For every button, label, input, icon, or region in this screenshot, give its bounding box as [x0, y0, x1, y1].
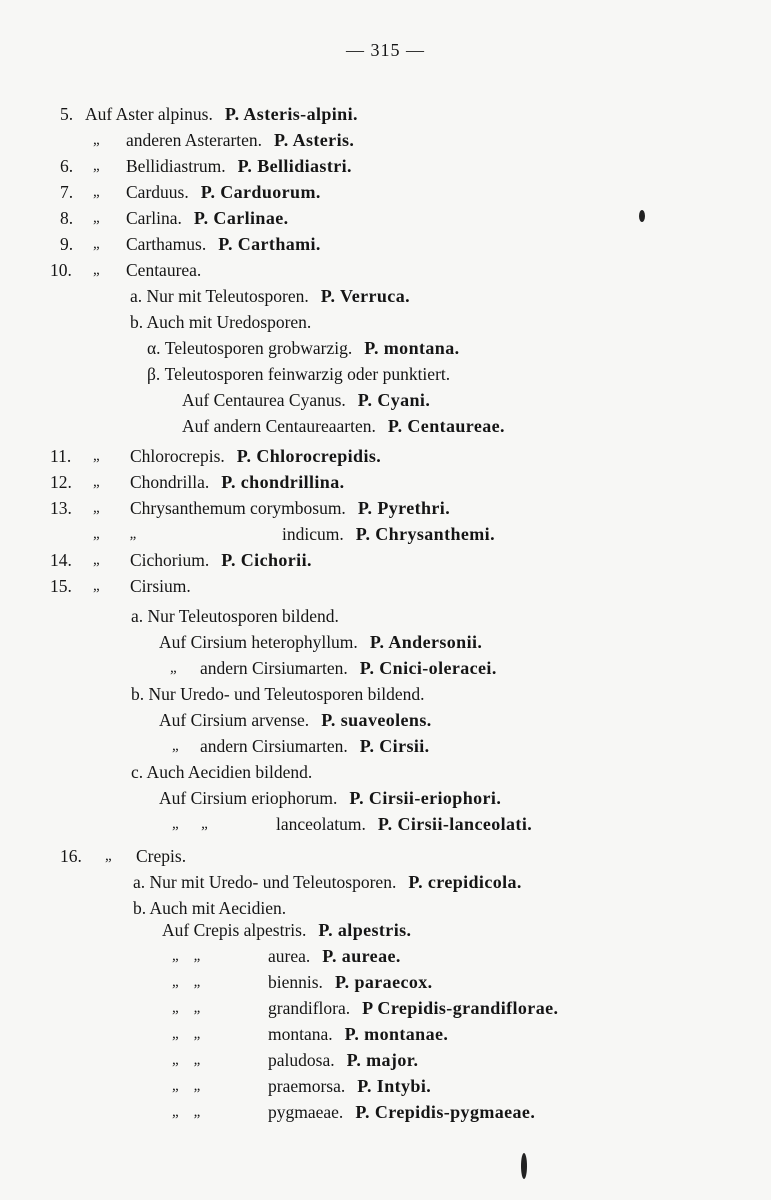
entry-number: 16.	[60, 846, 82, 866]
host-plant: Bellidiastrum.	[126, 156, 226, 176]
host-plant: β. Teleutosporen feinwarzig oder punktiert.	[147, 364, 451, 384]
ditto-mark: „ „	[172, 1026, 201, 1042]
ditto-mark: „	[105, 848, 112, 864]
species-name: P. aureae.	[322, 946, 401, 966]
entry-text	[182, 413, 505, 439]
ditto-mark: „ „	[93, 526, 137, 542]
entry-text	[159, 629, 482, 655]
host-plant: andern Cirsiumarten.	[200, 658, 348, 678]
host-plant: Centaurea.	[126, 260, 202, 280]
entry-text	[200, 655, 497, 681]
entry-line	[0, 995, 771, 1021]
host-plant: Cichorium.	[130, 550, 210, 570]
species-name: P. Cyani.	[357, 390, 431, 410]
entry-line	[0, 443, 771, 469]
species-name: P. Cnici-oleracei.	[359, 658, 497, 678]
species-name: P. chondrillina.	[221, 472, 345, 492]
species-name: P. Cichorii.	[221, 550, 312, 570]
ditto-mark: „ „	[172, 1000, 201, 1016]
entry-text	[131, 681, 424, 707]
entry-number: 13.	[50, 498, 72, 518]
host-plant: praemorsa.	[268, 1076, 346, 1096]
entry-line	[0, 917, 771, 943]
entry-number: 12.	[50, 472, 72, 492]
ditto-mark: „ „	[172, 974, 201, 990]
entry-text	[126, 127, 354, 153]
host-plant: Auf Aster alpinus.	[85, 104, 213, 124]
entry-line	[0, 655, 771, 681]
host-plant: Auf andern Centaureaarten.	[182, 416, 376, 436]
host-plant: a. Nur mit Uredo- und Teleutosporen.	[133, 872, 397, 892]
entry-line	[0, 1047, 771, 1073]
host-plant: lanceolatum.	[276, 814, 366, 834]
species-name: P. Centaureae.	[387, 416, 505, 436]
host-plant: b. Nur Uredo- und Teleutosporen bildend.	[131, 684, 425, 704]
ditto-mark: „	[93, 552, 100, 568]
host-plant: Carduus.	[126, 182, 189, 202]
host-plant: indicum.	[282, 524, 344, 544]
species-name: P. Cirsii-lanceolati.	[377, 814, 533, 834]
host-plant: Auf Cirsium heterophyllum.	[159, 632, 358, 652]
entry-line	[0, 811, 771, 837]
entry-line	[0, 361, 771, 387]
entry-line	[0, 759, 771, 785]
entry-text	[85, 101, 358, 127]
host-plant: Chrysanthemum corymbosum.	[130, 498, 346, 518]
entry-line	[0, 413, 771, 439]
entry-number: 8.	[60, 208, 74, 228]
entry-line	[0, 495, 771, 521]
entry-text	[130, 495, 450, 521]
host-plant: Chondrilla.	[130, 472, 210, 492]
entry-text	[130, 443, 381, 469]
entry-text	[268, 1073, 431, 1099]
species-name: P. Chlorocrepidis.	[236, 446, 382, 466]
entry-line	[0, 1099, 771, 1125]
species-name: P Crepidis-grandiflorae.	[362, 998, 559, 1018]
entry-text	[282, 521, 495, 547]
entry-number: 5.	[60, 104, 74, 124]
ditto-mark: „ „	[172, 1078, 201, 1094]
entry-number: 7.	[60, 182, 74, 202]
entry-text	[268, 995, 558, 1021]
host-plant: a. Nur Teleutosporen bildend.	[131, 606, 339, 626]
ditto-mark: „	[170, 660, 177, 676]
entry-line	[0, 733, 771, 759]
host-plant: grandiflora.	[268, 998, 351, 1018]
ditto-mark: „	[93, 500, 100, 516]
entry-text	[147, 335, 460, 361]
ditto-mark: „	[93, 578, 100, 594]
species-name: P. Asteris-alpini.	[224, 104, 358, 124]
entry-text	[200, 733, 430, 759]
species-name: P. Verruca.	[320, 286, 410, 306]
entry-text	[268, 1047, 418, 1073]
host-plant: c. Auch Aecidien bildend.	[131, 762, 313, 782]
host-plant: Chlorocrepis.	[130, 446, 225, 466]
host-plant: Crepis.	[136, 846, 187, 866]
entry-text	[126, 205, 289, 231]
species-name: P. Andersonii.	[369, 632, 483, 652]
host-plant: aurea.	[268, 946, 311, 966]
host-plant: Carlina.	[126, 208, 182, 228]
species-name: P. major.	[346, 1050, 419, 1070]
host-plant: montana.	[268, 1024, 333, 1044]
species-name: P. Carthami.	[218, 234, 321, 254]
entry-line	[0, 205, 771, 231]
ditto-mark: „ „	[172, 948, 201, 964]
ditto-mark: „	[93, 474, 100, 490]
entry-line	[0, 257, 771, 283]
host-plant: pygmaeae.	[268, 1102, 344, 1122]
entry-text	[130, 309, 311, 335]
entry-number: 15.	[50, 576, 72, 596]
entry-line	[0, 603, 771, 629]
entry-number: 6.	[60, 156, 74, 176]
entry-number: 9.	[60, 234, 74, 254]
ditto-mark: „	[93, 184, 100, 200]
entry-line	[0, 335, 771, 361]
entry-text	[268, 1099, 535, 1125]
ditto-mark: „	[93, 262, 100, 278]
entry-line	[0, 573, 771, 599]
ditto-mark: „ „	[172, 1104, 201, 1120]
species-name: P. crepidicola.	[408, 872, 522, 892]
host-plant: Cirsium.	[130, 576, 191, 596]
ditto-mark: „	[93, 448, 100, 464]
host-plant: b. Auch mit Aecidien.	[133, 898, 287, 918]
host-plant: andern Cirsiumarten.	[200, 736, 348, 756]
entry-line	[0, 969, 771, 995]
entry-line	[0, 387, 771, 413]
entry-line	[0, 707, 771, 733]
entry-text	[268, 943, 401, 969]
entry-line	[0, 1073, 771, 1099]
species-name: P. Carlinae.	[193, 208, 289, 228]
entry-line	[0, 153, 771, 179]
species-name: P. Bellidiastri.	[237, 156, 352, 176]
ditto-mark: „	[93, 210, 100, 226]
entry-text	[126, 257, 201, 283]
species-name: P. paraecox.	[334, 972, 433, 992]
host-plant: Auf Cirsium eriophorum.	[159, 788, 338, 808]
entry-text	[131, 603, 339, 629]
species-name: P. Asteris.	[274, 130, 355, 150]
entry-text	[126, 179, 321, 205]
host-plant: b. Auch mit Uredosporen.	[130, 312, 312, 332]
entry-text	[126, 231, 321, 257]
entry-line	[0, 547, 771, 573]
entry-line	[0, 231, 771, 257]
entry-text	[268, 969, 433, 995]
entry-number: 14.	[50, 550, 72, 570]
species-name: P. suaveolens.	[321, 710, 432, 730]
ditto-mark: „	[93, 132, 100, 148]
entry-line	[0, 1021, 771, 1047]
entry-line	[0, 127, 771, 153]
entry-text	[131, 759, 312, 785]
species-name: P. montana.	[364, 338, 460, 358]
entry-text	[182, 387, 430, 413]
entry-text	[130, 573, 191, 599]
species-name: P. Cirsii-eriophori.	[349, 788, 502, 808]
entry-line	[0, 629, 771, 655]
entry-line	[0, 309, 771, 335]
species-name: P. Chrysanthemi.	[355, 524, 495, 544]
entry-line	[0, 843, 771, 869]
entry-text	[147, 361, 450, 387]
host-plant: paludosa.	[268, 1050, 335, 1070]
entry-text	[159, 707, 432, 733]
entry-line	[0, 469, 771, 495]
entry-text	[130, 283, 410, 309]
entry-text	[268, 1021, 448, 1047]
host-plant: a. Nur mit Teleutosporen.	[130, 286, 309, 306]
species-name: P. Crepidis-pygmaeae.	[355, 1102, 536, 1122]
species-name: P. Carduorum.	[200, 182, 321, 202]
entry-text	[276, 811, 532, 837]
entry-number: 11.	[50, 446, 72, 466]
entry-line	[0, 869, 771, 895]
entry-line	[0, 521, 771, 547]
scan-speck	[639, 210, 645, 222]
scan-speck	[521, 1153, 527, 1179]
entry-line	[0, 785, 771, 811]
entry-text	[133, 869, 522, 895]
ditto-mark: „ „	[172, 816, 208, 832]
host-plant: Auf Cirsium arvense.	[159, 710, 310, 730]
species-name: P. Pyrethri.	[357, 498, 451, 518]
host-plant: Auf Centaurea Cyanus.	[182, 390, 346, 410]
host-plant: biennis.	[268, 972, 323, 992]
entry-line	[0, 179, 771, 205]
host-plant: Carthamus.	[126, 234, 207, 254]
ditto-mark: „	[93, 158, 100, 174]
entry-text	[130, 469, 345, 495]
entry-text	[159, 785, 501, 811]
species-name: P. Cirsii.	[359, 736, 430, 756]
species-name: P. Intybi.	[357, 1076, 432, 1096]
species-name: P. alpestris.	[318, 920, 412, 940]
entry-line	[0, 943, 771, 969]
entry-text	[126, 153, 352, 179]
ditto-mark: „	[172, 738, 179, 754]
entry-line	[0, 101, 771, 127]
page-number: — 315 —	[346, 40, 425, 60]
entry-text	[136, 843, 186, 869]
entry-text	[162, 917, 411, 943]
entry-number: 10.	[50, 260, 72, 280]
species-name: P. montanae.	[344, 1024, 449, 1044]
entry-line	[0, 681, 771, 707]
host-plant: α. Teleutosporen grobwarzig.	[147, 338, 353, 358]
entry-text	[130, 547, 312, 573]
host-plant: anderen Asterarten.	[126, 130, 263, 150]
entry-line	[0, 283, 771, 309]
ditto-mark: „	[93, 236, 100, 252]
ditto-mark: „ „	[172, 1052, 201, 1068]
host-plant: Auf Crepis alpestris.	[162, 920, 307, 940]
